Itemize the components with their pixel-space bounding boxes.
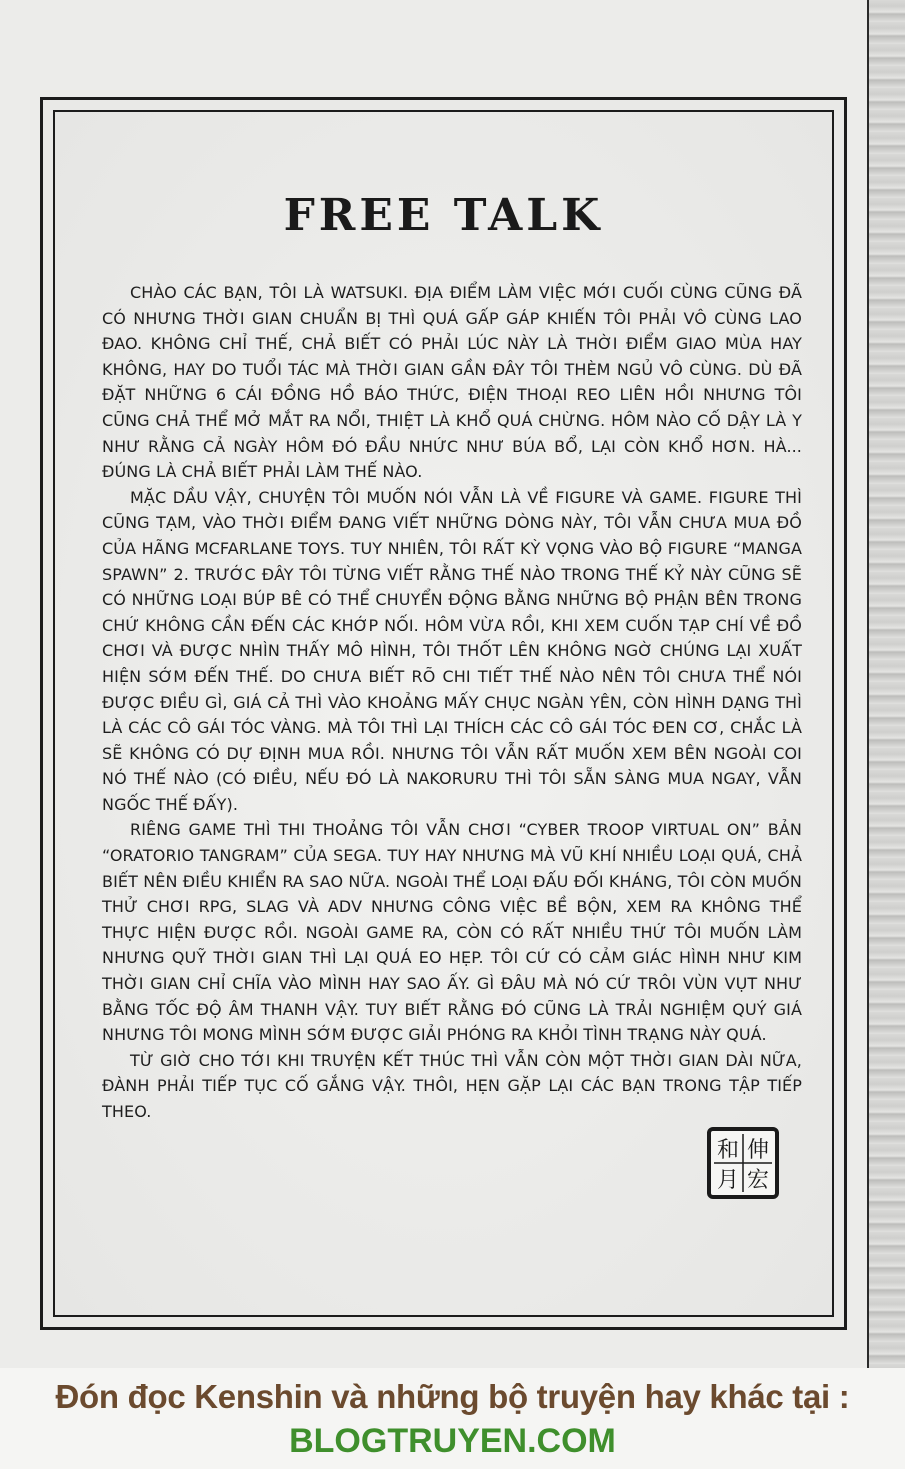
footer-promo-text: Đón đọc Kenshin và những bộ truyện hay khác tại : — [55, 1378, 850, 1415]
paragraph-4: TỪ GIỜ CHO TỚI KHI TRUYỆN KẾT THÚC THÌ VẪN CÒN MỘT THỜI GIAN DÀI NỮA, ĐÀNH PHẢI TIẾP TỤC CỐ GẮNG VẬY. THÔI, HẸN GẶP LẠI CÁC BẠN TRONG TẬP TIẾP THEO. — [102, 1050, 802, 1121]
seal-char-1: 伸 — [746, 1138, 770, 1163]
footer-banner — [0, 1368, 905, 1469]
free-talk-body — [102, 280, 802, 1125]
author-seal — [707, 1127, 779, 1199]
seal-char-2: 宏 — [746, 1168, 770, 1193]
paragraph-2: MẶC DẦU VẬY, CHUYỆN TÔI MUỐN NÓI VẪN LÀ VỀ FIGURE VÀ GAME. FIGURE THÌ CŨNG TẠM, VÀO THỜI ĐIỂM ĐANG VIẾT NHỮNG DÒNG NÀY, TÔI VẪN CHƯA MUA ĐỒ CỦA HÃNG MCFARLANE TOYS. TUY NHIÊN, TÔI RẤT KỲ VỌNG VÀO BỘ FIGURE “MANGA SPAWN” 2. TRƯỚC ĐÂY TÔI TỪNG VIẾT RẰNG THẾ NÀO TRONG THẾ KỶ NÀY CŨNG SẼ CÓ NHỮNG LOẠI BÚP BÊ CÓ THỂ CHUYỂN ĐỘNG BẰNG NHỮNG BỘ PHẬN BÊN TRONG CHỨ KHÔNG CẦN ĐẾN CÁC KHỚP NỐI. HÔM VỪA RỒI, KHI XEM CUỐN TẠP CHÍ VỀ ĐỒ CHƠI VÀ ĐƯỢC NHÌN THẤY MÔ HÌNH, TÔI THỐT LÊN KHÔNG NGỜ CHÚNG LẠI XUẤT HIỆN SỚM ĐẾN THẾ. DO CHƯA BIẾT RÕ CHI TIẾT THẾ NÀO NÊN TÔI CHƯA THỂ NÓI ĐƯỢC ĐIỀU GÌ, GIÁ CẢ THÌ VÀO KHOẢNG MẤY CHỤC NGÀN YÊN, CÒN HÌNH DẠNG THÌ LÀ CÁC CÔ GÁI TÓC VÀNG. MÀ TÔI THÌ LẠI THÍCH CÁC CÔ GÁI TÓC ĐEN CƠ, CHẮC LÀ SẼ KHÔNG CÓ DỰ ĐỊNH MUA RỒI. NHƯNG TÔI VẪN RẤT MUỐN XEM BÊN NGOÀI COI NÓ THẾ NÀO (CÓ ĐIỀU, NẾU ĐÓ LÀ NAKORURU THÌ TÔI SẴN SÀNG MUA NGAY, VẪN NGỐC THẾ ĐẤY). — [102, 487, 802, 814]
free-talk-frame — [40, 97, 847, 1330]
seal-char-4: 月 — [716, 1168, 740, 1193]
footer-site-link[interactable]: BLOGTRUYEN.COM — [289, 1422, 616, 1460]
page-title: FREE TALK — [283, 190, 604, 241]
paragraph-3: RIÊNG GAME THÌ THI THOẢNG TÔI VẪN CHƠI “CYBER TROOP VIRTUAL ON” BẢN “ORATORIO TANGRAM” CỦA SEGA. TUY HAY NHƯNG MÀ VŨ KHÍ NHIỀU LOẠI QUÁ, CHẢ BIẾT NÊN ĐIỀU KHIỂN RA SAO NỮA. NGOÀI THỂ LOẠI ĐẤU ĐỐI KHÁNG, TÔI CÒN MUỐN THỬ CHƠI RPG, SLAG VÀ ADV NHƯNG CÔNG VIỆC BỀ BỘN, XEM RA KHÔNG THỂ THỰC HIỆN ĐƯỢC RỒI. NGOÀI GAME RA, CÒN CÓ RẤT NHIỀU THỨ TÔI MUỐN LÀM NHƯNG QUỸ THỜI GIAN THÌ LẠI QUÁ EO HẸP. TÔI CỨ CÓ CẢM GIÁC HÌNH NHƯ KIM THỜI GIAN CHỈ CHĨA VÀO MÌNH HAY SAO ẤY. GÌ ĐÂU MÀ NÓ CỨ TRÔI VÙN VỤT NHƯ BẰNG TỐC ĐỘ ÂM THANH VẬY. TUY BIẾT RẰNG ĐÓ CŨNG LÀ TRẢI NGHIỆM QUÝ GIÁ NHƯNG TÔI MONG MÌNH SỚM ĐƯỢC GIẢI PHÓNG RA KHỎI TÌNH TRẠNG NÀY QUÁ. — [102, 820, 802, 1045]
page-edge-decoration — [867, 0, 905, 1368]
seal-graphic — [711, 1131, 775, 1195]
free-talk-inner-frame — [53, 110, 834, 1317]
paragraph-1: CHÀO CÁC BẠN, TÔI LÀ WATSUKI. ĐỊA ĐIỂM LÀM VIỆC MỚI CUỐI CÙNG CŨNG ĐÃ CÓ NHƯNG THỜI GIAN CHUẨN BỊ THÌ QUÁ GẤP GÁP KHIẾN TÔI PHẢI VÔ CÙNG LAO ĐAO. KHÔNG CHỈ THẾ, CHẢ BIẾT CÓ PHẢI LÚC NÀY LÀ THỜI ĐIỂM GIAO MÙA HAY KHÔNG, HAY DO TUỔI TÁC MÀ THỜI GIAN GẦN ĐÂY TÔI THÈM NGỦ VÔ CÙNG. DÙ ĐÃ ĐẶT NHỮNG 6 CÁI ĐỒNG HỒ BÁO THỨC, ĐIỆN THOẠI REO LIÊN HỒI NHƯNG TÔI CŨNG CHẢ THỂ MỞ MẮT RA NỔI, THIỆT LÀ KHỔ QUÁ CHỪNG. HÔM NÀO CỐ DẬY LÀ Y NHƯ RẰNG CẢ NGÀY HÔM ĐÓ ĐẦU NHỨC NHƯ BÚA BỔ, LẠI CÒN KHỔ HƠN. HÀ... ĐÚNG LÀ CHẢ BIẾT PHẢI LÀM THẾ NÀO. — [102, 283, 802, 482]
seal-char-3: 和 — [716, 1138, 740, 1163]
